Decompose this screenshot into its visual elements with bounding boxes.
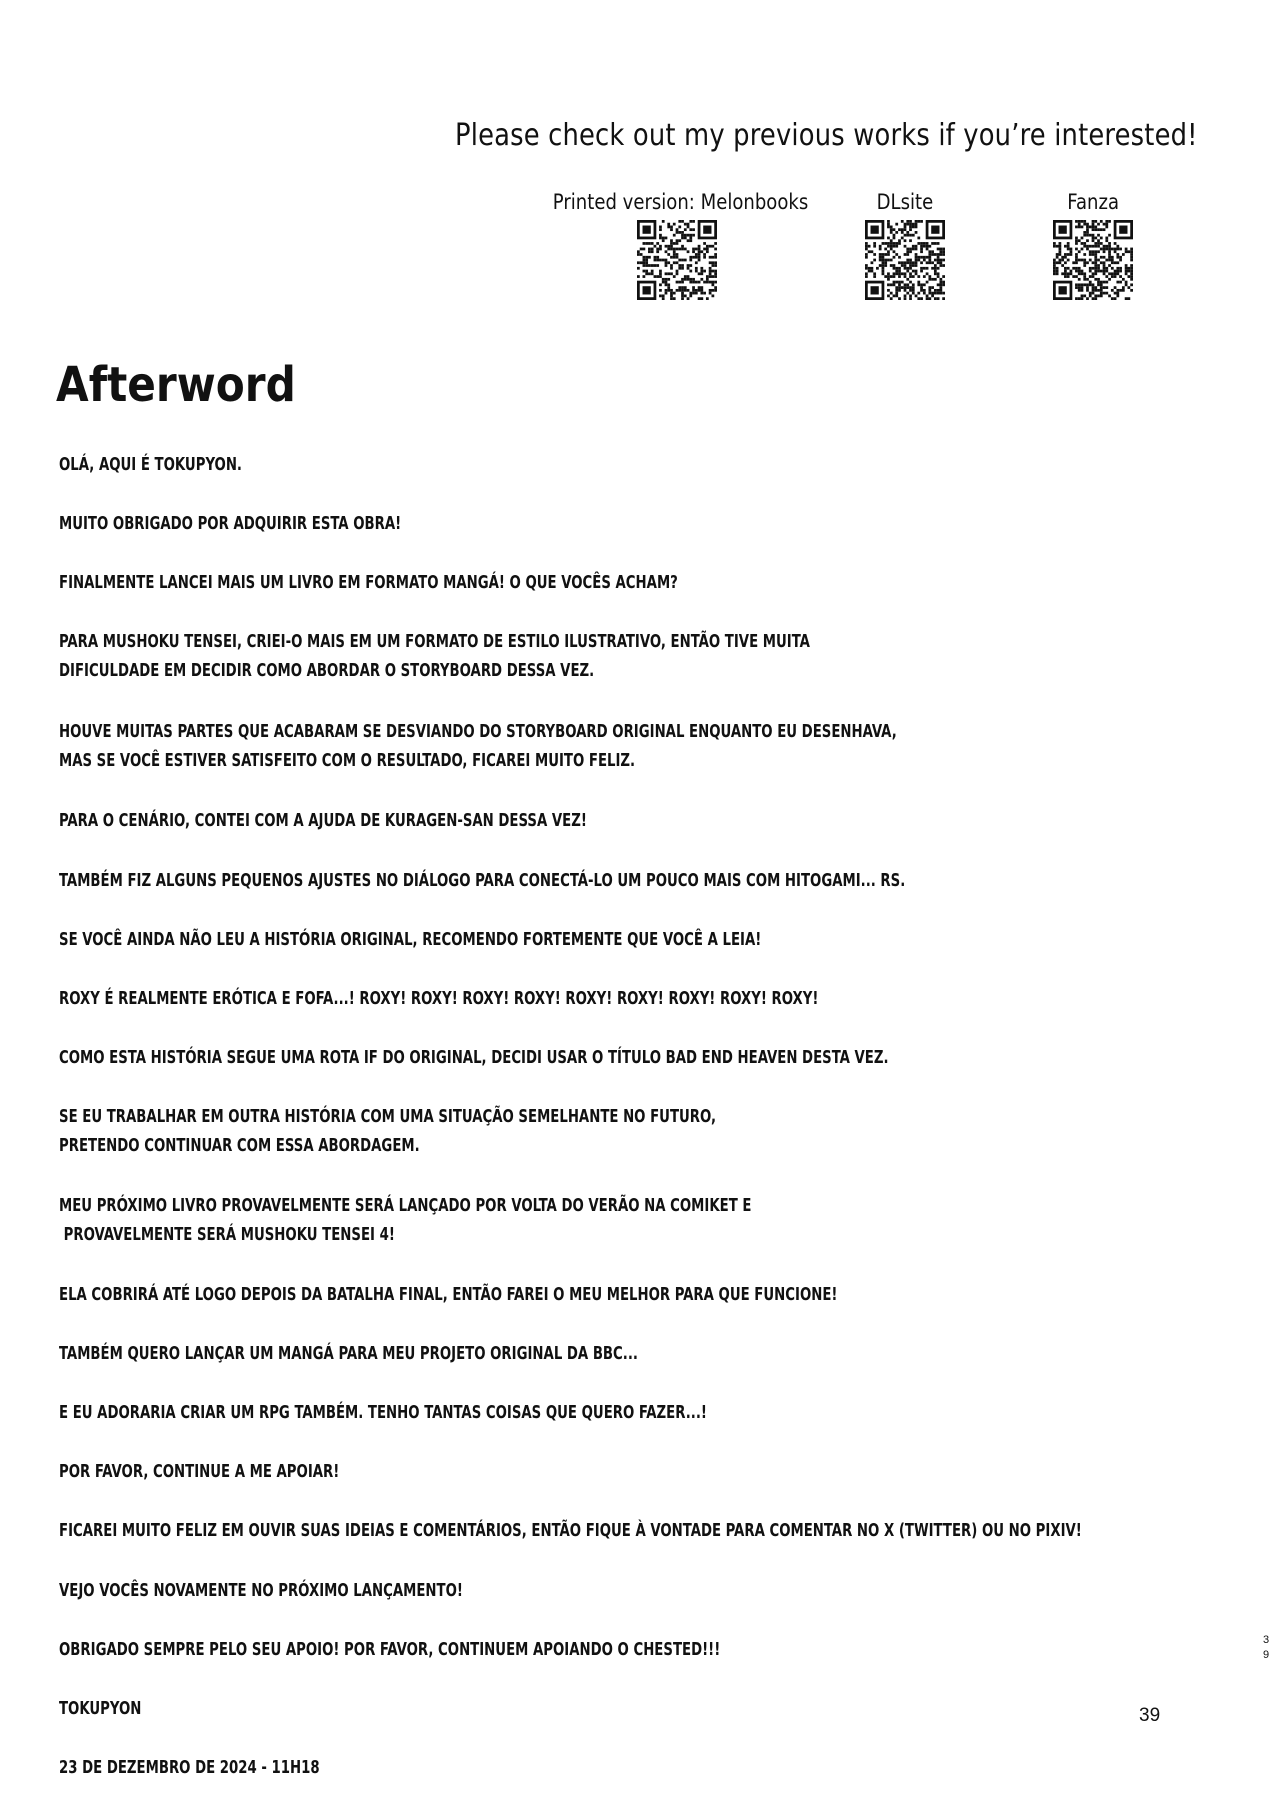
paragraph-line: FINALMENTE LANCEI MAIS UM LIVRO EM FORMATO MANGÁ! O QUE VOCÊS ACHAM? [59, 572, 678, 593]
afterword-paragraph [59, 509, 401, 538]
qr-code-icon [865, 220, 945, 300]
afterword-paragraph [59, 1694, 141, 1723]
afterword-paragraph [59, 866, 905, 895]
paragraph-line: PRETENDO CONTINUAR COM ESSA ABORDAGEM. [59, 1135, 420, 1156]
paragraph-line: TAMBÉM FIZ ALGUNS PEQUENOS AJUSTES NO DIÁLOGO PARA CONECTÁ-LO UM POUCO MAIS COM HITOGAMI... RS. [59, 870, 906, 891]
qr-code-icon [1053, 220, 1133, 300]
paragraph-line: MEU PRÓXIMO LIVRO PROVAVELMENTE SERÁ LANÇADO POR VOLTA DO VERÃO NA COMIKET E [59, 1195, 752, 1216]
afterword-paragraph [59, 1280, 837, 1309]
afterword-paragraph [59, 450, 242, 479]
paragraph-line: MAS SE VOCÊ ESTIVER SATISFEITO COM O RESULTADO, FICAREI MUITO FELIZ. [59, 750, 636, 771]
afterword-paragraph [59, 984, 818, 1013]
paragraph-line: ROXY É REALMENTE ERÓTICA E FOFA...! ROXY! ROXY! ROXY! ROXY! ROXY! ROXY! ROXY! ROXY! ROXY! [59, 988, 819, 1009]
paragraph-line: ELA COBRIRÁ ATÉ LOGO DEPOIS DA BATALHA FINAL, ENTÃO FAREI O MEU MELHOR PARA QUE FUNCIONE! [59, 1284, 838, 1305]
paragraph-line: HOUVE MUITAS PARTES QUE ACABARAM SE DESVIANDO DO STORYBOARD ORIGINAL ENQUANTO EU DESENHAVA, [59, 721, 897, 742]
afterword-paragraph [59, 1339, 638, 1368]
paragraph-line: 23 DE DEZEMBRO DE 2024 - 11H18 [59, 1757, 320, 1778]
paragraph-line: COMO ESTA HISTÓRIA SEGUE UMA ROTA IF DO ORIGINAL, DECIDI USAR O TÍTULO BAD END HEAVEN DESTA VEZ. [59, 1047, 889, 1068]
afterword-paragraph [59, 925, 761, 954]
paragraph-line: POR FAVOR, CONTINUE A ME APOIAR! [59, 1461, 340, 1482]
paragraph-line: PARA O CENÁRIO, CONTEI COM A AJUDA DE KURAGEN-SAN DESSA VEZ! [59, 810, 587, 831]
afterword-paragraph [59, 1753, 320, 1782]
afterword-paragraph [59, 1398, 707, 1427]
page-title: Afterword [56, 357, 296, 413]
qr-dlsite[interactable] [850, 190, 960, 300]
afterword-paragraph [59, 1102, 716, 1160]
afterword-paragraph [59, 568, 678, 597]
qr-melonbooks[interactable] [532, 190, 822, 300]
afterword-paragraph [59, 1516, 1082, 1545]
paragraph-line: FICAREI MUITO FELIZ EM OUVIR SUAS IDEIAS E COMENTÁRIOS, ENTÃO FIQUE À VONTADE PARA COMENTAR NO X (TWITTER) OU NO PIXIV! [59, 1520, 1082, 1541]
afterword-paragraph [59, 1635, 720, 1664]
paragraph-line: TOKUPYON [59, 1698, 142, 1719]
paragraph-line: MUITO OBRIGADO POR ADQUIRIR ESTA OBRA! [59, 513, 402, 534]
qr-label-fanza: Fanza [1067, 190, 1119, 214]
afterword-paragraph [59, 627, 810, 685]
qr-label-dlsite: DLsite [876, 190, 934, 214]
afterword-paragraph [59, 806, 587, 835]
paragraph-line: OBRIGADO SEMPRE PELO SEU APOIO! POR FAVOR, CONTINUEM APOIANDO O CHESTED!!! [59, 1639, 721, 1660]
qr-label-melonbooks: Printed version: Melonbooks [552, 190, 809, 214]
afterword-paragraph [59, 1043, 889, 1072]
paragraph-line: TAMBÉM QUERO LANÇAR UM MANGÁ PARA MEU PROJETO ORIGINAL DA BBC... [59, 1343, 638, 1364]
qr-fanza[interactable] [1038, 190, 1148, 300]
side-page-number: 39 [1262, 1634, 1270, 1661]
afterword-paragraph [59, 717, 897, 775]
paragraph-line: DIFICULDADE EM DECIDIR COMO ABORDAR O STORYBOARD DESSA VEZ. [59, 660, 595, 681]
afterword-paragraph [59, 1457, 339, 1486]
paragraph-line: OLÁ, AQUI É TOKUPYON. [59, 454, 242, 475]
afterword-paragraph [59, 1576, 463, 1605]
paragraph-line: E EU ADORARIA CRIAR UM RPG TAMBÉM. TENHO TANTAS COISAS QUE QUERO FAZER...! [59, 1402, 707, 1423]
paragraph-line: PARA MUSHOKU TENSEI, CRIEI-O MAIS EM UM FORMATO DE ESTILO ILUSTRATIVO, ENTÃO TIVE MUITA [59, 631, 810, 652]
afterword-paragraph [59, 1191, 751, 1249]
paragraph-line: PROVAVELMENTE SERÁ MUSHOKU TENSEI 4! [59, 1224, 395, 1245]
paragraph-line: SE EU TRABALHAR EM OUTRA HISTÓRIA COM UMA SITUAÇÃO SEMELHANTE NO FUTURO, [59, 1106, 717, 1127]
qr-code-icon [637, 220, 717, 300]
paragraph-line: VEJO VOCÊS NOVAMENTE NO PRÓXIMO LANÇAMENTO! [59, 1580, 463, 1601]
page-number: 39 [1139, 1705, 1161, 1726]
promo-line: Please check out my previous works if you’re interested! [455, 118, 1198, 153]
paragraph-line: SE VOCÊ AINDA NÃO LEU A HISTÓRIA ORIGINAL, RECOMENDO FORTEMENTE QUE VOCÊ A LEIA! [59, 929, 762, 950]
